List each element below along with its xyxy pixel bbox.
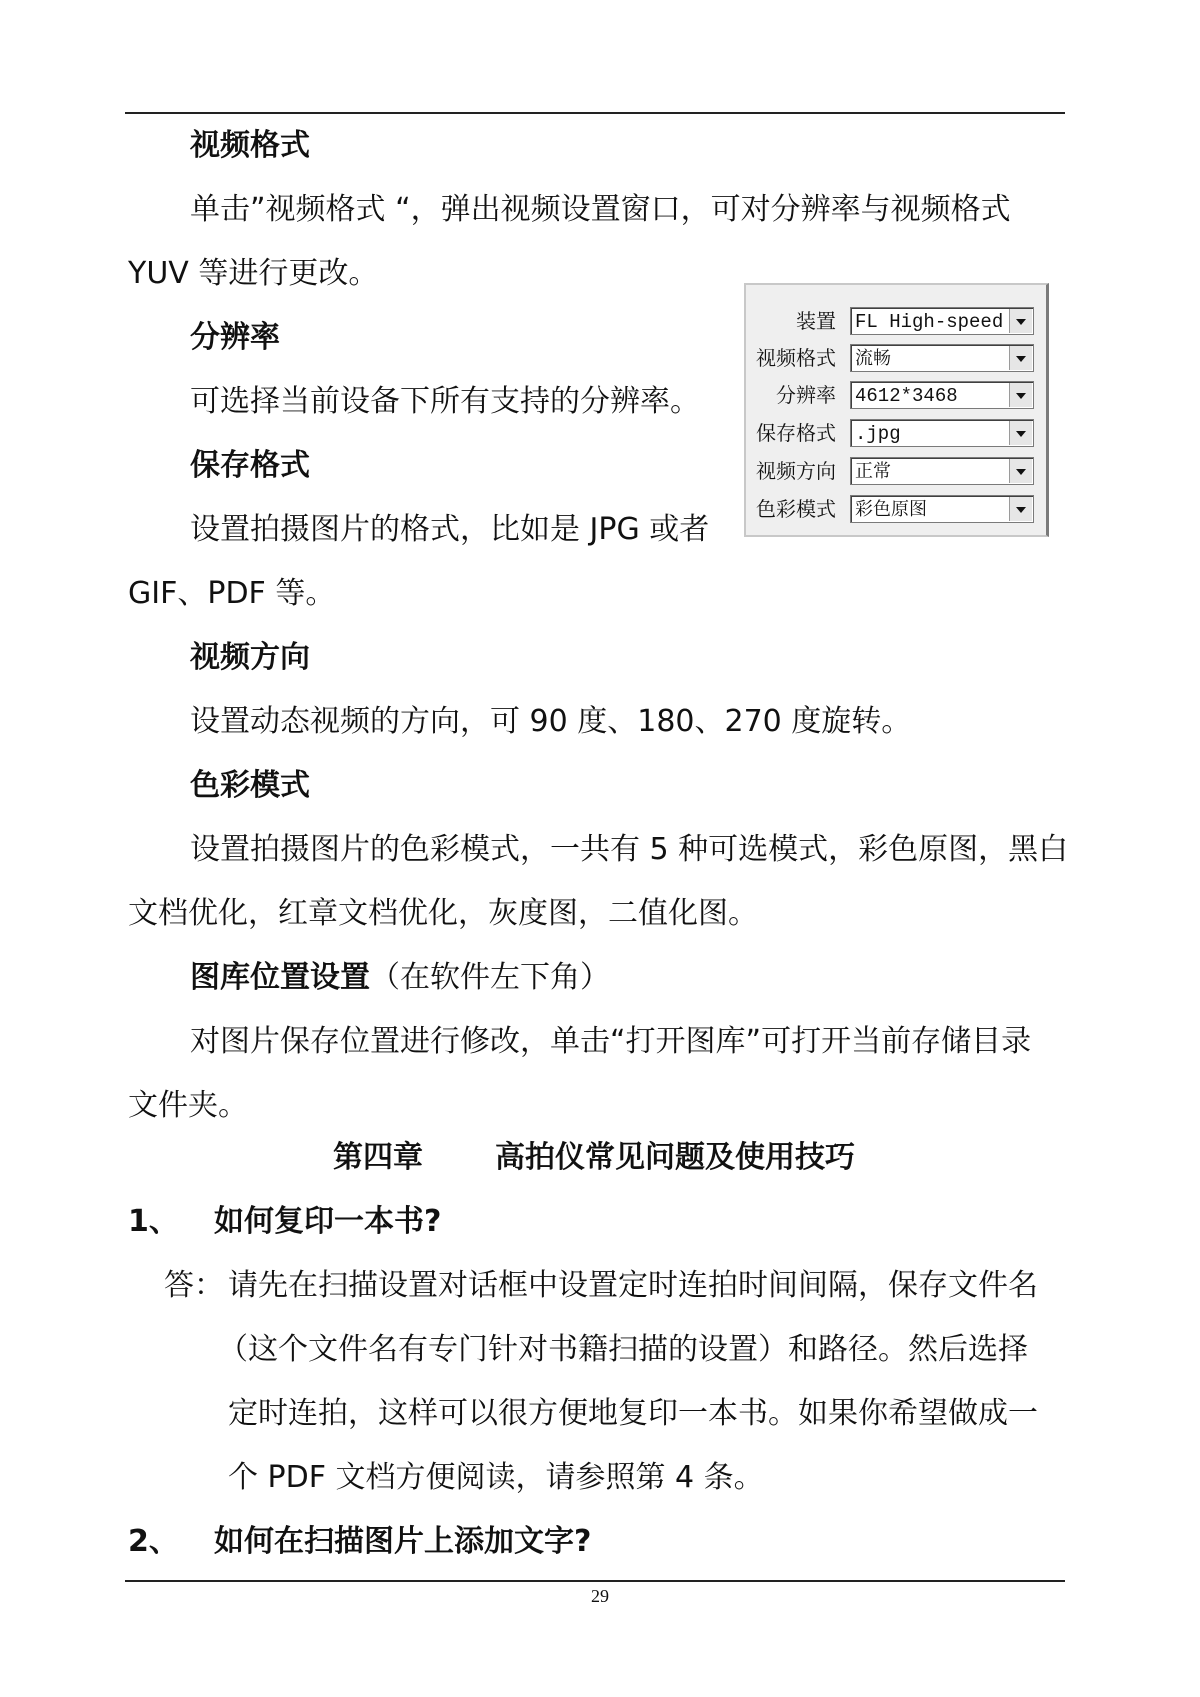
video-format-select[interactable] xyxy=(850,344,1034,372)
chapter-number: 第四章 xyxy=(333,1140,423,1175)
setting-row-device xyxy=(746,307,1046,337)
faq-answer-line: 定时连拍，这样可以很方便地复印一本书。如果你希望做成一 xyxy=(228,1396,1038,1431)
paragraph-line: 单击”视频格式 “，弹出视频设置窗口，可对分辨率与视频格式 xyxy=(190,192,1011,227)
header-rule xyxy=(125,112,1065,114)
faq-question: 如何在扫描图片上添加文字? xyxy=(214,1524,592,1559)
heading-gallery-location-note: （在软件左下角） xyxy=(370,960,610,995)
paragraph-line: 对图片保存位置进行修改，单击“打开图库”可打开当前存储目录 xyxy=(190,1024,1032,1059)
select-value: 4612*3468 xyxy=(855,385,958,407)
heading-gallery-location xyxy=(190,958,610,998)
save-format-select[interactable] xyxy=(850,419,1034,447)
faq-answer-line: （这个文件名有专门针对书籍扫描的设置）和路径。然后选择 xyxy=(218,1332,1028,1367)
select-value: FL High-speed xyxy=(855,311,1004,333)
device-select[interactable] xyxy=(850,307,1034,335)
faq-number: 1、 xyxy=(128,1204,179,1239)
chevron-down-icon[interactable] xyxy=(1009,309,1032,333)
color-mode-select[interactable] xyxy=(850,495,1034,523)
faq-answer-line: 个 PDF 文档方便阅读，请参照第 4 条。 xyxy=(228,1460,764,1495)
setting-row-save-format xyxy=(746,419,1046,449)
setting-row-color-mode xyxy=(746,495,1046,525)
select-value: .jpg xyxy=(855,423,901,445)
setting-label: 色彩模式 xyxy=(756,499,836,521)
faq-number: 2、 xyxy=(128,1524,179,1559)
setting-row-resolution xyxy=(746,381,1046,411)
setting-label: 分辨率 xyxy=(776,385,836,407)
chapter-title: 高拍仪常见问题及使用技巧 xyxy=(495,1140,855,1175)
orientation-select[interactable] xyxy=(850,457,1034,485)
paragraph-line: 文件夹。 xyxy=(128,1088,248,1123)
paragraph-line: 可选择当前设备下所有支持的分辨率。 xyxy=(190,384,700,419)
faq-answer-line: 请先在扫描设置对话框中设置定时连拍时间间隔，保存文件名 xyxy=(228,1268,1038,1303)
footer-rule xyxy=(125,1580,1065,1582)
heading-resolution: 分辨率 xyxy=(190,320,280,355)
heading-color-mode: 色彩模式 xyxy=(190,768,310,803)
chevron-down-icon[interactable] xyxy=(1009,459,1032,483)
faq-answer-prefix: 答： xyxy=(164,1268,224,1303)
heading-video-format: 视频格式 xyxy=(190,128,310,163)
heading-video-orientation: 视频方向 xyxy=(190,640,310,675)
setting-label: 视频方向 xyxy=(756,461,836,483)
setting-row-orientation xyxy=(746,457,1046,487)
page-number: 29 xyxy=(591,1586,609,1606)
chevron-down-icon[interactable] xyxy=(1009,346,1032,370)
chevron-down-icon[interactable] xyxy=(1009,497,1032,521)
select-value: 彩色原图 xyxy=(855,499,927,520)
resolution-select[interactable] xyxy=(850,381,1034,409)
paragraph-line: YUV 等进行更改。 xyxy=(128,256,379,291)
heading-gallery-location-title: 图库位置设置 xyxy=(190,960,370,995)
faq-question: 如何复印一本书? xyxy=(214,1204,442,1239)
heading-save-format: 保存格式 xyxy=(190,448,310,483)
paragraph-line: 设置拍摄图片的色彩模式，一共有 5 种可选模式，彩色原图，黑白 xyxy=(190,832,1069,867)
setting-row-video-format xyxy=(746,344,1046,374)
video-settings-panel xyxy=(744,283,1049,537)
paragraph-line: 文档优化，红章文档优化，灰度图，二值化图。 xyxy=(128,896,758,931)
paragraph-line: 设置动态视频的方向，可 90 度、180、270 度旋转。 xyxy=(190,704,912,739)
setting-label: 保存格式 xyxy=(756,423,836,445)
paragraph-line: GIF、PDF 等。 xyxy=(128,576,336,611)
setting-label: 装置 xyxy=(796,311,836,333)
chevron-down-icon[interactable] xyxy=(1009,383,1032,407)
select-value: 流畅 xyxy=(855,348,891,369)
select-value: 正常 xyxy=(855,461,891,482)
chevron-down-icon[interactable] xyxy=(1009,421,1032,445)
setting-label: 视频格式 xyxy=(756,348,836,370)
paragraph-line: 设置拍摄图片的格式，比如是 JPG 或者 xyxy=(190,512,710,547)
